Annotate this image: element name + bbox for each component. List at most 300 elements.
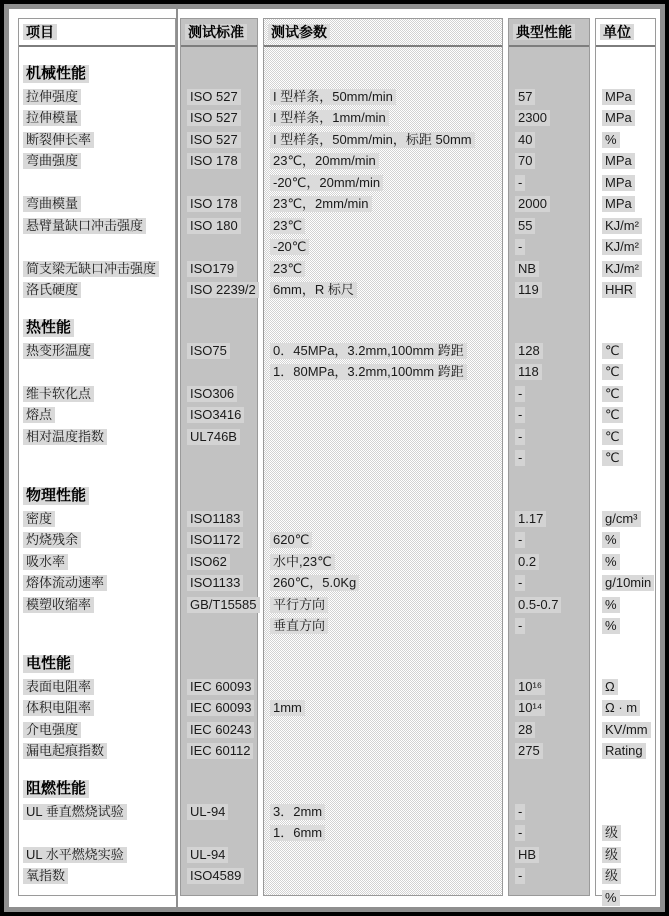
table-row [264, 172, 502, 194]
table-row [264, 194, 502, 216]
cell-text: MPa [602, 196, 635, 212]
cell-text: 28 [515, 722, 535, 738]
section-title: 物理性能 [23, 487, 89, 505]
table-row [509, 616, 589, 638]
section-row [181, 637, 257, 676]
section-row [19, 301, 175, 340]
cell-text: g/cm³ [602, 511, 641, 527]
table-row [181, 129, 257, 151]
table-row [596, 383, 655, 405]
cell-text: - [515, 868, 525, 884]
cell-text: NB [515, 261, 539, 277]
cell-text: 0．45MPa，3.2mm,100mm 跨距 [270, 343, 467, 359]
section-row [19, 637, 175, 676]
cell-text: 氧指数 [23, 868, 68, 884]
cell-text: IEC 60093 [187, 700, 254, 716]
table-row [264, 844, 502, 866]
cell-text: 1．6mm [270, 825, 325, 841]
table-row [264, 129, 502, 151]
cell-text: 10¹⁶ [515, 679, 545, 695]
section-row [509, 469, 589, 508]
table-row [264, 426, 502, 448]
section-row [264, 469, 502, 508]
cell-text: 620℃ [270, 532, 312, 548]
cell-text: Ω · m [602, 700, 640, 716]
table-row [264, 866, 502, 888]
table-row [596, 530, 655, 552]
table-row [264, 383, 502, 405]
table-row [264, 823, 502, 845]
section-row [19, 469, 175, 508]
page-frame [4, 4, 665, 912]
cell-text: IEC 60243 [187, 722, 254, 738]
table-row [19, 448, 175, 470]
table-row [181, 258, 257, 280]
table-row [19, 616, 175, 638]
table-row [509, 866, 589, 888]
table-row [509, 151, 589, 173]
cell-text: 2000 [515, 196, 550, 212]
cell-text: % [602, 554, 620, 570]
cell-text: ISO4589 [187, 868, 244, 884]
column-header-item [19, 19, 175, 47]
column-header-standard [181, 19, 257, 47]
table-row [264, 573, 502, 595]
table-row [19, 844, 175, 866]
table-row [509, 508, 589, 530]
table-row [509, 448, 589, 470]
table-row [509, 844, 589, 866]
table-row [596, 887, 655, 909]
section-row [509, 301, 589, 340]
table-row [596, 280, 655, 302]
table-row [509, 280, 589, 302]
table-row [19, 823, 175, 845]
cell-text: - [515, 429, 525, 445]
cell-text: ISO62 [187, 554, 230, 570]
table-row [19, 86, 175, 108]
table-row [181, 194, 257, 216]
cell-text: 相对温度指数 [23, 429, 107, 445]
cell-text: 23℃ [270, 261, 305, 277]
cell-text: KJ/m² [602, 239, 642, 255]
table-row [509, 237, 589, 259]
table-row [509, 194, 589, 216]
cell-text: - [515, 386, 525, 402]
section-row [596, 301, 655, 340]
table-row [181, 551, 257, 573]
table-row [19, 215, 175, 237]
cell-text: 3．2mm [270, 804, 325, 820]
column-rows-item [19, 47, 175, 909]
table-row [596, 129, 655, 151]
table-row [264, 86, 502, 108]
table-row [19, 887, 175, 909]
cell-text: MPa [602, 153, 635, 169]
table-row [509, 426, 589, 448]
cell-text: ISO 527 [187, 110, 241, 126]
table-row [181, 741, 257, 763]
table-row [181, 887, 257, 909]
table-row [596, 741, 655, 763]
cell-text: 23℃，20mm/min [270, 153, 379, 169]
table-row [19, 573, 175, 595]
cell-text: 灼烧残余 [23, 532, 81, 548]
cell-text: Ω [602, 679, 618, 695]
table-row [596, 426, 655, 448]
table-row [596, 405, 655, 427]
table-row [181, 151, 257, 173]
column-rows-value [509, 47, 589, 909]
cell-text: 洛氏硬度 [23, 282, 81, 298]
header-label-value: 典型性能 [513, 24, 575, 40]
cell-text: 弯曲强度 [23, 153, 81, 169]
cell-text: I 型样条，50mm/min，标距 50mm [270, 132, 475, 148]
column-header-unit [596, 19, 655, 47]
cell-text: 10¹⁴ [515, 700, 545, 716]
section-row [264, 637, 502, 676]
table-row [264, 508, 502, 530]
properties-table [18, 18, 656, 905]
cell-text: - [515, 450, 525, 466]
cell-text: 平行方向 [270, 597, 328, 613]
table-row [19, 258, 175, 280]
table-row [509, 405, 589, 427]
table-row [19, 405, 175, 427]
cell-text: Rating [602, 743, 646, 759]
section-title: 阻燃性能 [23, 780, 89, 798]
table-row [509, 129, 589, 151]
column-header-parameter [264, 19, 502, 47]
table-row [181, 573, 257, 595]
cell-text: 垂直方向 [270, 618, 328, 634]
table-row [596, 844, 655, 866]
cell-text: 1mm [270, 700, 305, 716]
table-row [264, 108, 502, 130]
cell-text: HB [515, 847, 539, 863]
table-row [509, 823, 589, 845]
table-row [19, 362, 175, 384]
cell-text: ISO 2239/2 [187, 282, 259, 298]
table-row [181, 426, 257, 448]
table-row [509, 719, 589, 741]
table-row [181, 676, 257, 698]
table-row [509, 573, 589, 595]
table-row [596, 151, 655, 173]
section-title: 电性能 [23, 655, 74, 673]
table-row [181, 448, 257, 470]
table-row [19, 676, 175, 698]
column-header-value [509, 19, 589, 47]
table-row [596, 594, 655, 616]
cell-text: IEC 60112 [187, 743, 253, 759]
cell-text: - [515, 804, 525, 820]
table-row [596, 801, 655, 823]
table-row [596, 108, 655, 130]
table-row [264, 676, 502, 698]
cell-text: 23℃，2mm/min [270, 196, 372, 212]
table-row [596, 215, 655, 237]
cell-text: 介电强度 [23, 722, 81, 738]
table-row [181, 86, 257, 108]
table-row [596, 86, 655, 108]
cell-text: 275 [515, 743, 543, 759]
table-row [19, 719, 175, 741]
cell-text: ℃ [602, 364, 623, 380]
cell-text: 表面电阻率 [23, 679, 94, 695]
cell-text: I 型样条，1mm/min [270, 110, 389, 126]
cell-text: 级 [602, 825, 621, 841]
cell-text: -20℃ [270, 239, 309, 255]
table-row [596, 866, 655, 888]
cell-text: 热变形温度 [23, 343, 94, 359]
section-row [596, 762, 655, 801]
column-rows-unit [596, 47, 655, 909]
cell-text: 118 [515, 364, 542, 380]
table-row [264, 237, 502, 259]
table-row [19, 801, 175, 823]
cell-text: % [602, 532, 620, 548]
section-row [19, 762, 175, 801]
table-row [264, 448, 502, 470]
table-row [19, 340, 175, 362]
cell-text: ISO 527 [187, 132, 241, 148]
table-row [19, 426, 175, 448]
section-row [509, 47, 589, 86]
table-row [596, 573, 655, 595]
table-row [596, 508, 655, 530]
cell-text: - [515, 407, 525, 423]
cell-text: - [515, 618, 525, 634]
table-row [264, 719, 502, 741]
table-row [181, 801, 257, 823]
table-row [19, 508, 175, 530]
cell-text: 弯曲模量 [23, 196, 81, 212]
table-row [181, 362, 257, 384]
column-item [18, 18, 176, 896]
cell-text: 23℃ [270, 218, 305, 234]
cell-text: - [515, 575, 525, 591]
cell-text: 0.2 [515, 554, 539, 570]
table-row [181, 340, 257, 362]
table-row [596, 237, 655, 259]
table-row [19, 741, 175, 763]
cell-text: UL 垂直燃烧试验 [23, 804, 127, 820]
table-row [19, 151, 175, 173]
cell-text: 40 [515, 132, 535, 148]
table-row [509, 383, 589, 405]
table-row [596, 616, 655, 638]
table-row [181, 508, 257, 530]
table-row [509, 594, 589, 616]
cell-text: 漏电起痕指数 [23, 743, 107, 759]
table-row [181, 866, 257, 888]
section-row [181, 762, 257, 801]
table-row [181, 280, 257, 302]
section-title: 机械性能 [23, 65, 89, 83]
cell-text: UL-94 [187, 804, 228, 820]
header-label-parameter: 测试参数 [268, 24, 330, 40]
table-row [19, 108, 175, 130]
table-row [596, 823, 655, 845]
table-row [19, 383, 175, 405]
table-row [264, 258, 502, 280]
cell-text: UL746B [187, 429, 240, 445]
table-row [181, 215, 257, 237]
cell-text: ℃ [602, 429, 623, 445]
table-row [264, 151, 502, 173]
cell-text: 维卡软化点 [23, 386, 94, 402]
cell-text: UL 水平燃烧实验 [23, 847, 127, 863]
cell-text: 57 [515, 89, 535, 105]
cell-text: - [515, 825, 525, 841]
cell-text: 吸水率 [23, 554, 68, 570]
table-row [19, 698, 175, 720]
table-row [596, 551, 655, 573]
table-row [181, 108, 257, 130]
table-row [264, 698, 502, 720]
page-content [9, 9, 660, 907]
table-row [509, 741, 589, 763]
cell-text: MPa [602, 175, 635, 191]
cell-text: 1.17 [515, 511, 546, 527]
cell-text: ISO 180 [187, 218, 241, 234]
cell-text: % [602, 597, 620, 613]
table-row [181, 719, 257, 741]
cell-text: 拉伸模量 [23, 110, 81, 126]
cell-text: % [602, 890, 620, 906]
column-parameter [263, 18, 503, 896]
cell-text: ISO179 [187, 261, 237, 277]
table-row [596, 172, 655, 194]
cell-text: ℃ [602, 386, 623, 402]
cell-text: 128 [515, 343, 543, 359]
table-row [19, 194, 175, 216]
cell-text: GB/T15585 [187, 597, 260, 613]
cell-text: 260℃，5.0Kg [270, 575, 359, 591]
cell-text: I 型样条，50mm/min [270, 89, 396, 105]
table-row [181, 405, 257, 427]
cell-text: 断裂伸长率 [23, 132, 94, 148]
column-value [508, 18, 590, 896]
table-row [509, 340, 589, 362]
cell-text: 6mm，R 标尺 [270, 282, 357, 298]
section-row [264, 762, 502, 801]
cell-text: - [515, 175, 525, 191]
cell-text: KV/mm [602, 722, 651, 738]
table-row [264, 594, 502, 616]
cell-text: -20℃，20mm/min [270, 175, 383, 191]
cell-text: 1．80MPa，3.2mm,100mm 跨距 [270, 364, 467, 380]
table-row [596, 258, 655, 280]
table-row [19, 866, 175, 888]
cell-text: ISO3416 [187, 407, 244, 423]
table-row [264, 551, 502, 573]
cell-text: 密度 [23, 511, 55, 527]
cell-text: - [515, 239, 525, 255]
table-row [181, 530, 257, 552]
header-label-standard: 测试标准 [185, 24, 247, 40]
cell-text: ISO1133 [187, 575, 243, 591]
cell-text: MPa [602, 110, 635, 126]
cell-text: % [602, 132, 620, 148]
cell-text: 悬臂量缺口冲击强度 [23, 218, 146, 234]
table-row [181, 237, 257, 259]
table-row [509, 698, 589, 720]
table-row [596, 194, 655, 216]
cell-text: ISO1183 [187, 511, 243, 527]
table-row [509, 362, 589, 384]
cell-text: ISO 178 [187, 196, 241, 212]
section-title: 热性能 [23, 319, 74, 337]
cell-text: ISO306 [187, 386, 237, 402]
section-row [596, 469, 655, 508]
column-rows-parameter [264, 47, 502, 909]
table-row [596, 698, 655, 720]
section-row [181, 301, 257, 340]
table-row [264, 801, 502, 823]
cell-text: 体积电阻率 [23, 700, 94, 716]
table-row [509, 887, 589, 909]
table-row [19, 172, 175, 194]
cell-text: ISO 527 [187, 89, 241, 105]
table-row [181, 383, 257, 405]
cell-text: 拉伸强度 [23, 89, 81, 105]
cell-text: UL-94 [187, 847, 228, 863]
cell-text: KJ/m² [602, 218, 642, 234]
section-row [596, 637, 655, 676]
cell-text: IEC 60093 [187, 679, 254, 695]
table-row [181, 698, 257, 720]
cell-text: 水中,23℃ [270, 554, 335, 570]
cell-text: 119 [515, 282, 542, 298]
cell-text: KJ/m² [602, 261, 642, 277]
section-row [181, 47, 257, 86]
table-row [19, 237, 175, 259]
cell-text: 熔体流动速率 [23, 575, 107, 591]
section-row [509, 637, 589, 676]
column-rows-standard [181, 47, 257, 909]
table-row [264, 887, 502, 909]
table-row [19, 129, 175, 151]
table-row [181, 172, 257, 194]
section-row [509, 762, 589, 801]
cell-text: 55 [515, 218, 535, 234]
table-row [509, 551, 589, 573]
cell-text: ISO75 [187, 343, 230, 359]
table-row [181, 844, 257, 866]
section-row [264, 47, 502, 86]
cell-text: 2300 [515, 110, 550, 126]
cell-text: 0.5-0.7 [515, 597, 561, 613]
table-row [509, 801, 589, 823]
table-row [509, 86, 589, 108]
table-row [19, 551, 175, 573]
table-row [596, 448, 655, 470]
table-row [264, 340, 502, 362]
cell-text: ℃ [602, 343, 623, 359]
table-row [264, 215, 502, 237]
table-row [19, 280, 175, 302]
table-row [596, 362, 655, 384]
table-row [264, 530, 502, 552]
table-row [264, 741, 502, 763]
header-label-unit: 单位 [600, 24, 634, 40]
cell-text: ℃ [602, 407, 623, 423]
table-row [596, 719, 655, 741]
section-row [596, 47, 655, 86]
table-row [509, 108, 589, 130]
